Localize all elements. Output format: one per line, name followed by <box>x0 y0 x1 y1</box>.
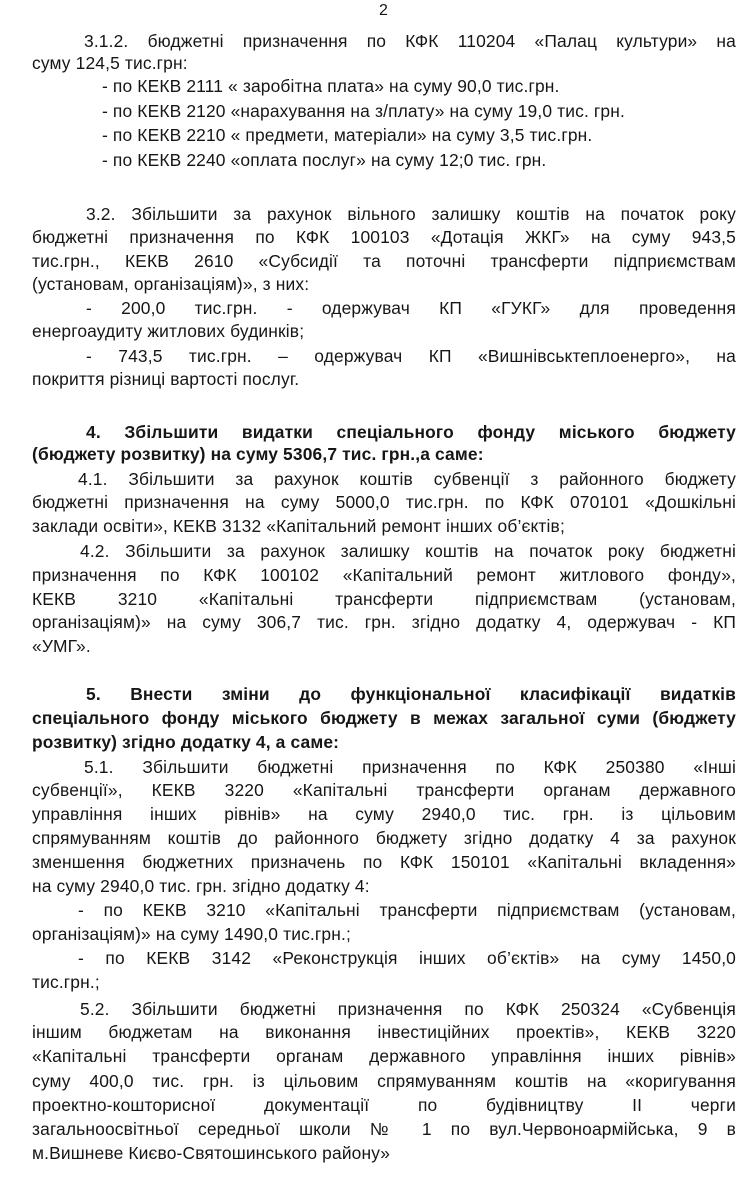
text-line: суму 124,5 тис.грн: <box>32 53 188 73</box>
section-heading: спеціального фонду міського бюджету в межах загальної суми (бюджету <box>32 708 736 728</box>
section-heading: 5. Внести зміни до функціональної класифікації видатків <box>86 684 736 704</box>
text-line: бюджетні призначення по КФК 100103 «Дотація ЖКГ» на суму 943,5 <box>32 227 736 247</box>
text-line: - по КЕКВ 3210 «Капітальні трансферти підприємствам (установам, <box>78 900 736 920</box>
text-line: - по КЕКВ 3142 «Реконструкція інших об’єктів» на суму 1450,0 <box>78 948 736 968</box>
page-number: 2 <box>379 2 388 19</box>
text-line: на суму 2940,0 тис. грн. згідно додатку 4: <box>32 876 370 896</box>
text-line: проектно-кошторисної документації по будівництву ІІ черги <box>32 1095 736 1115</box>
text-line: зменшення бюджетних призначень по КФК 150101 «Капітальні вкладення» <box>32 852 736 872</box>
text-line: 4.1. Збільшити за рахунок коштів субвенції з районного бюджету <box>78 469 736 489</box>
text-line: 5.2. Збільшити бюджетні призначення по КФК 250324 «Субвенція <box>80 999 736 1019</box>
section-heading: 4. Збільшити видатки спеціального фонду міського бюджету <box>86 422 736 442</box>
text-line: загальноосвітньої середньої школи № 1 по вул.Червоноармійська, 9 в <box>32 1119 736 1139</box>
text-line: (установам, організаціям)», з них: <box>32 274 310 294</box>
text-line: 3.1.2. бюджетні призначення по КФК 110204 «Палац культури» на <box>84 31 736 51</box>
text-line: призначення по КФК 100102 «Капітальний ремонт житлового фонду», <box>32 565 736 585</box>
text-line: «Капітальні трансферти органам державного управління інших рівнів» <box>32 1046 736 1066</box>
text-line: 3.2. Збільшити за рахунок вільного залишку коштів на початок року <box>86 204 736 224</box>
text-line: організаціям)» на суму 1490,0 тис.грн.; <box>32 924 351 944</box>
text-line: - 743,5 тис.грн. – одержувач КП «Вишнівськтеплоенерго», на <box>86 346 736 366</box>
text-line: - 200,0 тис.грн. - одержувач КП «ГУКГ» для проведення <box>86 298 736 318</box>
text-line: 4.2. Збільшити за рахунок залишку коштів на початок року бюджетні <box>80 541 736 561</box>
text-line: «УМГ». <box>32 636 91 656</box>
text-line: субвенції», КЕКВ 3220 «Капітальні трансферти органам державного <box>32 780 736 800</box>
text-line: суму 400,0 тис. грн. із цільовим спрямуванням коштів на «коригування <box>32 1071 736 1091</box>
text-line: покриття різниці вартості послуг. <box>32 369 300 389</box>
text-line: м.Вишневе Києво-Святошинського району» <box>32 1143 391 1163</box>
text-line: бюджетні призначення на суму 5000,0 тис.грн. по КФК 070101 «Дошкільні <box>32 492 736 512</box>
text-line: спрямуванням коштів до районного бюджету згідно додатку 4 за рахунок <box>32 828 736 848</box>
text-line: іншим бюджетам на виконання інвестиційних проектів», КЕКВ 3220 <box>32 1022 736 1042</box>
text-line: - по КЕКВ 2120 «нарахування на з/плату» на суму 19,0 тис. грн. <box>102 101 625 121</box>
text-line: - по КЕКВ 2210 « предмети, матеріали» на суму 3,5 тис.грн. <box>102 125 593 145</box>
text-line: тис.грн., КЕКВ 2610 «Субсидії та поточні трансферти підприємствам <box>32 251 736 271</box>
text-line: КЕКВ 3210 «Капітальні трансферти підприємствам (установам, <box>32 589 736 609</box>
text-line: енергоаудиту житлових будинків; <box>32 321 305 341</box>
section-heading: (бюджету розвитку) на суму 5306,7 тис. грн.,а саме: <box>32 444 484 464</box>
text-line: заклади освіти», КЕКВ 3132 «Капітальний ремонт інших об’єктів; <box>32 516 565 536</box>
text-line: 5.1. Збільшити бюджетні призначення по КФК 250380 «Інші <box>84 757 736 777</box>
text-line: тис.грн.; <box>32 972 100 992</box>
text-line: - по КЕКВ 2111 « заробітна плата» на суму 90,0 тис.грн. <box>102 76 560 96</box>
text-line: - по КЕКВ 2240 «оплата послуг» на суму 12;0 тис. грн. <box>102 150 547 170</box>
section-heading: розвитку) згідно додатку 4, а саме: <box>32 732 340 752</box>
text-line: управління інших рівнів» на суму 2940,0 тис. грн. із цільовим <box>32 804 736 824</box>
text-line: організаціям)» на суму 306,7 тис. грн. згідно додатку 4, одержувач - КП <box>32 612 736 632</box>
